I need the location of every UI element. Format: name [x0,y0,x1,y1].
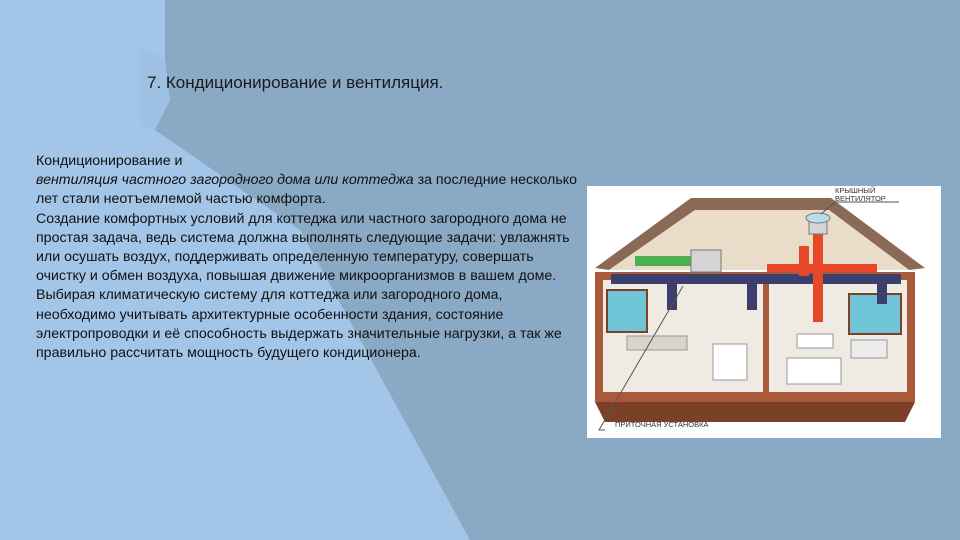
paragraph-tasks: Создание комфортных условий для коттеджа или частного загородного дома не простая задача, ведь система должна выполнять следующие задачи: увлажнять или осушать воздух, поддерживать определенную температуру, совершать очистку и обмен воздуха, повышая движение микроорганизмов в вашем доме. [36,210,570,285]
supply-unit [691,250,721,272]
fridge [713,344,747,380]
kitchen-unit [787,358,841,384]
window-right [849,294,901,334]
label-roof-fan-1: КРЫШНЫЙ [835,186,876,195]
intro-italic: вентиляция частного загородного дома или коттеджа [36,172,414,189]
sofa [627,336,687,350]
intro-lead: Кондиционирование и [36,153,183,169]
slide-body [36,152,584,363]
paragraph-intro [36,152,584,210]
intro-rest: за последние несколько лет стали неотъемлемой частью комфорта. [36,172,577,208]
slide-title: 7. Кондиционирование и вентиляция. [147,73,444,92]
house-ventilation-diagram [587,186,941,438]
label-supply-unit: ПРИТОЧНАЯ УСТАНОВКА [615,420,709,429]
label-roof-fan-2: ВЕНТИЛЯТОР [835,194,886,203]
duct-main [611,274,901,284]
duct-intake [635,256,691,266]
bed [851,340,887,358]
paragraph-choice: Выбирая климатическую систему для коттеджа или загородного дома, необходимо учитывать архитектурные особенности здания, состояние электропроводки и её способность выдержать значительные нагрузки, а так же правильно рассчитать мощность будущего кондиционера. [36,287,562,362]
window-left [607,290,647,332]
